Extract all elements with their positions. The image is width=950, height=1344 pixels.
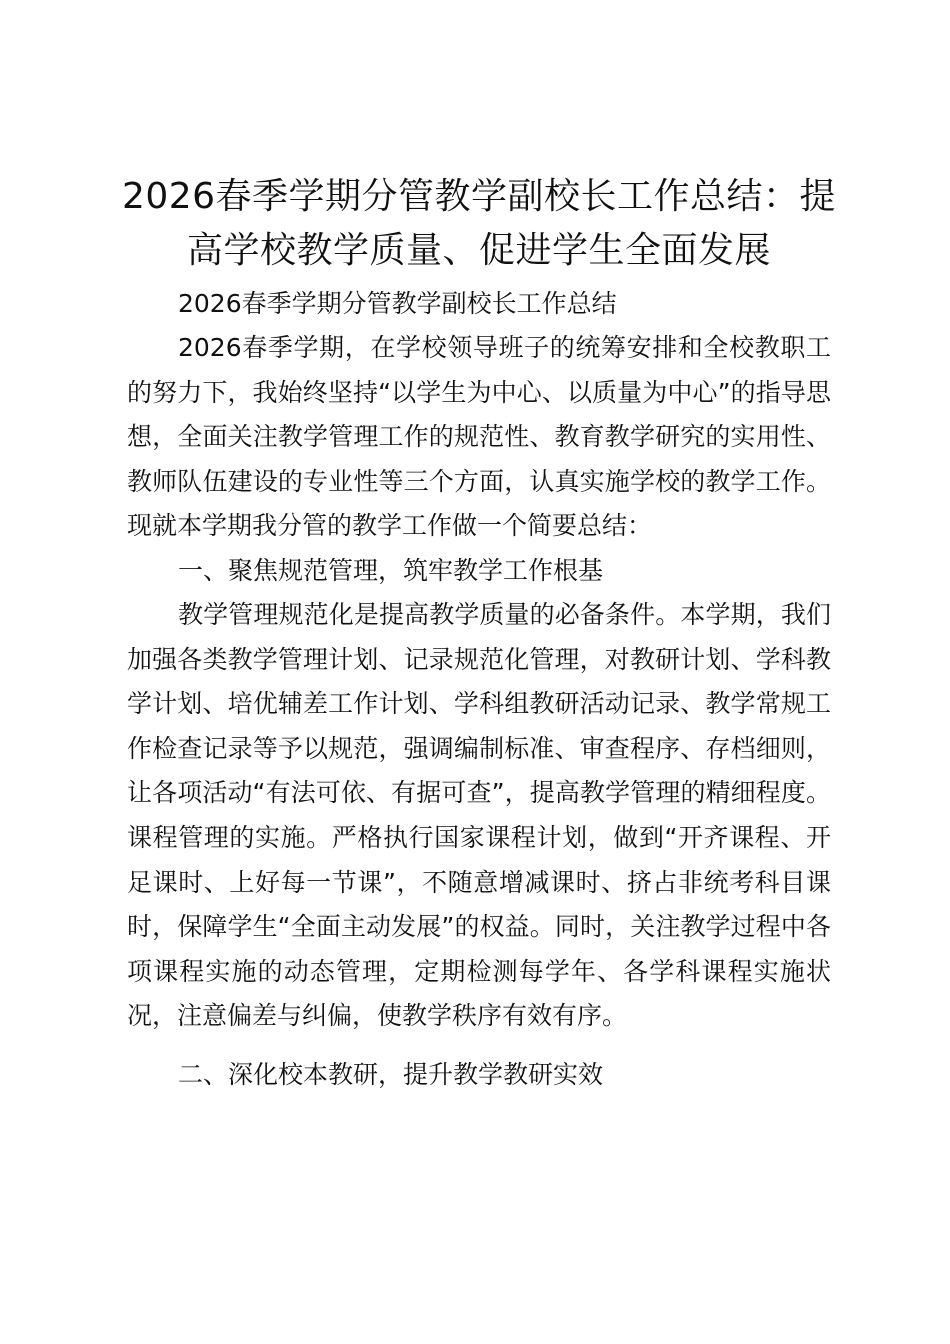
intro-paragraph: 2026春季学期，在学校领导班子的统筹安排和全校教职工的努力下，我始终坚持“以学生为中心、以质量为中心”的指导思想，全面关注教学管理工作的规范性、教育教学研究的实用性、教师队伍建设的专业性等三个方面，认真实施学校的教学工作。现就本学期我分管的教学工作做一个简要总结： [127, 333, 831, 541]
document-subtitle: 2026春季学期分管教学副校长工作总结 [178, 289, 617, 318]
document-title: 2026春季学期分管教学副校长工作总结：提高学校教学质量、促进学生全面发展 [121, 176, 837, 271]
section-1-heading: 一、聚焦规范管理，筑牢教学工作根基 [178, 555, 604, 585]
section-1-paragraph: 教学管理规范化是提高教学质量的必备条件。本学期，我们加强各类教学管理计划、记录规范化管理，对教研计划、学科教学计划、培优辅差工作计划、学科组教研活动记录、教学常规工作检查记录等予以规范，强调编制标准、审查程序、存档细则，让各项活动“有法可依、有据可查”，提高教学管理的精细程度。课程管理的实施。严格执行国家课程计划，做到“开齐课程、开足课时、上好每一节课”，不随意增减课时、挤占非统考科目课时，保障学生“全面主动发展”的权益。同时，关注教学过程中各项课程实施的动态管理，定期检测每学年、各学科课程实施状况，注意偏差与纠偏，使教学秩序有效有序。 [127, 599, 831, 1031]
section-2-heading: 二、深化校本教研，提升教学教研实效 [178, 1059, 604, 1089]
document-page [121, 170, 837, 1097]
